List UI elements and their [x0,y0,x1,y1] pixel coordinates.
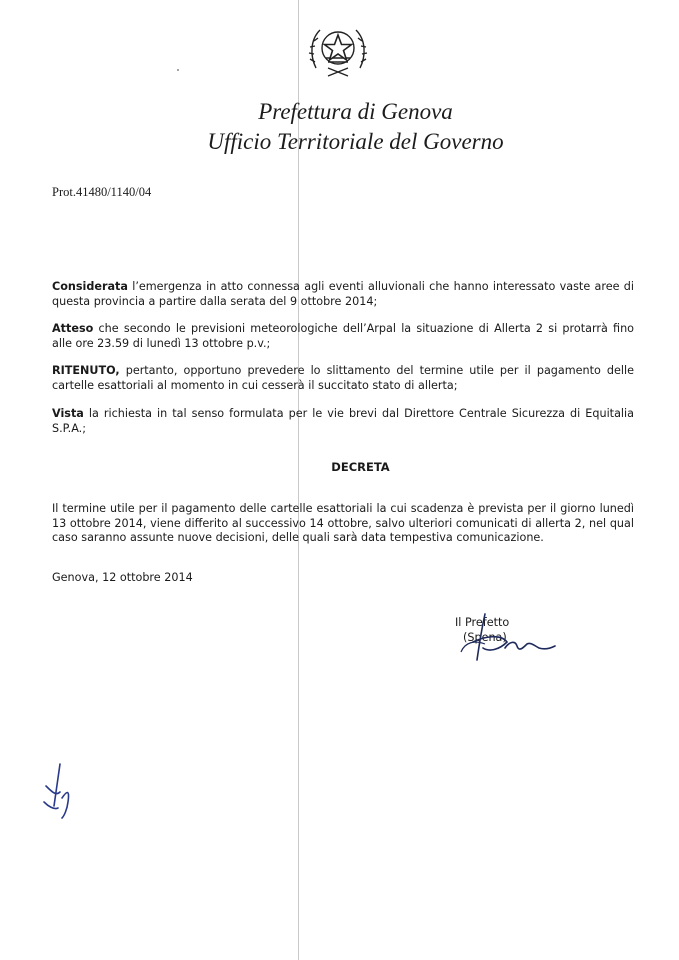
paragraph-text: che secondo le previsioni meteorologiche dell’Arpal la situazione di Allerta 2 si protarrà fino alle ore 23.59 di lunedì 13 ottobre p.v.; [52,322,634,350]
signer-title: Il Prefetto [455,616,510,629]
italian-republic-emblem-icon [306,18,370,80]
decree-body: Il termine utile per il pagamento delle cartelle esattoriali la cui scadenza è prevista per il giorno lunedì 13 ottobre 2014, viene differito al successivo 14 ottobre, salvo ulteriori comunicati di allerta 2, nel qual caso saranno assunte nuove decisioni, delle quali sarà data tempestiva comunicazione. [52,502,634,544]
decreta-heading: DECRETA [331,460,390,474]
place-and-date: Genova, 12 ottobre 2014 [52,571,193,584]
handwritten-initials-icon [38,762,78,820]
paragraph-considerata [52,280,634,309]
paragraph-text: l’emergenza in atto connessa agli eventi alluvionali che hanno interessato vaste aree di questa provincia a partire dalla serata del 9 ottobre 2014; [52,280,634,308]
paper-speck [177,69,179,71]
protocol-number: Prot.41480/1140/04 [52,185,152,199]
signer-name: (Spena) [463,630,507,644]
paragraph-lead: Atteso [52,322,94,335]
paragraph-atteso [52,322,634,351]
paragraph-lead: Vista [52,407,84,420]
header-prefettura: Prefettura di Genova [258,99,453,124]
header-ufficio: Ufficio Territoriale del Governo [207,129,504,154]
paragraph-lead: RITENUTO, [52,364,120,377]
paragraph-ritenuto [52,364,634,393]
paragraph-vista [52,407,634,436]
paragraph-text: la richiesta in tal senso formulata per le vie brevi dal Direttore Centrale Sicurezza di Equitalia S.P.A.; [52,407,634,435]
paragraph-lead: Considerata [52,280,128,293]
paragraph-text: pertanto, opportuno prevedere lo slittamento del termine utile per il pagamento delle cartelle esattoriali al momento in cui cesserà il succitato stato di allerta; [52,364,634,392]
handwritten-signature-icon [455,612,565,672]
